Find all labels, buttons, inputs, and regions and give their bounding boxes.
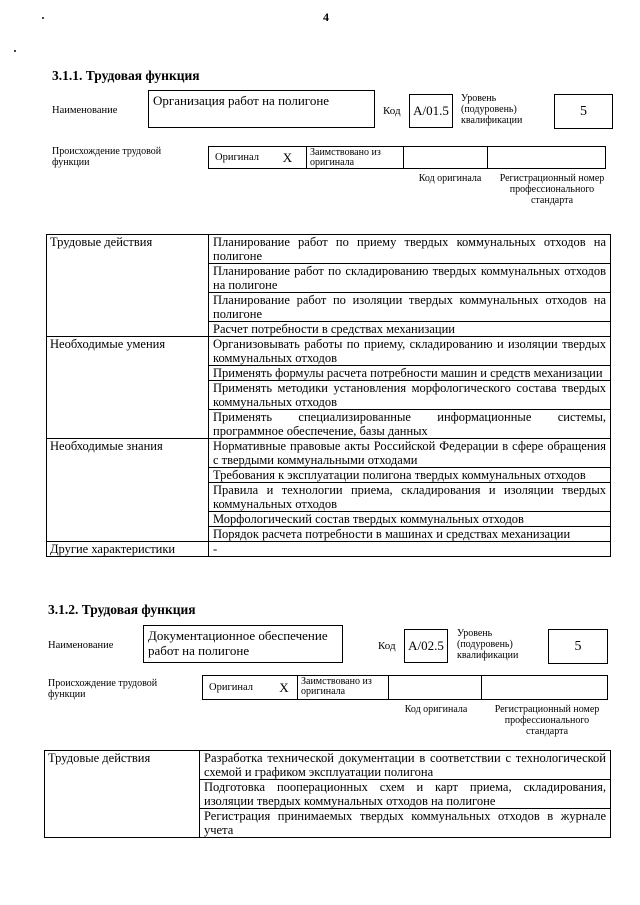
code-value: A/01.5 xyxy=(413,103,449,118)
original-mark: X xyxy=(269,147,307,168)
original-label: Оригинал xyxy=(209,682,253,693)
level-value-box xyxy=(554,94,613,129)
name-label: Наименование xyxy=(48,640,114,651)
name-value-box xyxy=(148,90,375,128)
table-cell: Регистрация принимаемых твердых коммунальных отходов в журнале учета xyxy=(200,809,611,838)
name-value: Организация работ на полигоне xyxy=(153,93,330,108)
table-cell: Планирование работ по складированию твердых коммунальных отходов на полигоне xyxy=(209,264,611,293)
level-value: 5 xyxy=(580,103,587,119)
origin-label: Происхождение трудовой функции xyxy=(52,146,162,168)
level-value-box xyxy=(548,629,608,664)
original-code-cell xyxy=(389,676,482,699)
scan-dot xyxy=(42,17,44,19)
borrowed-label: Заимствовано из оригинала xyxy=(307,147,404,168)
name-label: Наименование xyxy=(52,105,118,116)
name-value: Документационное обеспечение работ на полигоне xyxy=(148,628,328,658)
table-cell: Нормативные правовые акты Российской Федерации в сфере обращения с твердыми коммунальными отходами xyxy=(209,439,611,468)
original-label: Оригинал xyxy=(215,152,259,163)
table-row xyxy=(47,337,611,366)
original-code-caption: Код оригинала xyxy=(404,704,468,715)
origin-label: Происхождение трудовой функции xyxy=(48,678,158,700)
table-cell: - xyxy=(209,542,611,557)
section-heading: 3.1.1. Трудовая функция xyxy=(52,68,200,83)
table-cell: Подготовка пооперационных схем и карт приема, складирования, изоляции твердых коммунальных отходов на полигоне xyxy=(200,780,611,809)
table-cell: Применять специализированные информационные системы, программное обеспечение, базы данных xyxy=(209,410,611,439)
origin-table xyxy=(208,146,606,169)
row-label: Другие характеристики xyxy=(47,542,209,557)
table-cell: Морфологический состав твердых коммунальных отходов xyxy=(209,512,611,527)
row-label: Трудовые действия xyxy=(45,751,200,838)
table-row xyxy=(47,439,611,468)
reg-number-caption: Регистрационный номер профессионального стандарта xyxy=(494,704,600,737)
table-cell: Применять методики установления морфологического состава твердых коммунальных отходов xyxy=(209,381,611,410)
table-cell: Порядок расчета потребности в машинах и средствах механизации xyxy=(209,527,611,542)
section-heading: 3.1.2. Трудовая функция xyxy=(48,602,196,617)
name-value-box xyxy=(143,625,343,663)
code-label: Код xyxy=(383,105,401,117)
level-value: 5 xyxy=(574,638,582,654)
table-row xyxy=(47,235,611,264)
level-label: Уровень (подуровень) квалификации xyxy=(461,93,523,126)
code-value-box xyxy=(409,94,453,128)
code-value-box xyxy=(404,629,448,663)
reg-number-caption: Регистрационный номер профессионального стандарта xyxy=(499,173,605,206)
borrowed-label: Заимствовано из оригинала xyxy=(298,676,389,699)
original-code-cell xyxy=(404,147,488,168)
table-cell: Применять формулы расчета потребности машин и средств механизации xyxy=(209,366,611,381)
table-cell: Планирование работ по приему твердых коммунальных отходов на полигоне xyxy=(209,235,611,264)
table-cell: Расчет потребности в средствах механизации xyxy=(209,322,611,337)
row-label: Необходимые умения xyxy=(47,337,209,439)
scan-dot xyxy=(14,50,16,52)
function-table xyxy=(46,234,611,557)
function-table xyxy=(44,750,611,838)
reg-number-cell xyxy=(488,147,605,168)
table-cell: Организовывать работы по приему, складированию и изоляции твердых коммунальных отходов xyxy=(209,337,611,366)
original-mark: X xyxy=(271,676,298,699)
row-label: Трудовые действия xyxy=(47,235,209,337)
code-label: Код xyxy=(378,640,396,652)
table-cell: Разработка технической документации в соответствии с технологической схемой и графиком эксплуатации полигона xyxy=(200,751,611,780)
table-row xyxy=(47,542,611,557)
original-code-caption: Код оригинала xyxy=(418,173,482,184)
table-cell: Требования к эксплуатации полигона твердых коммунальных отходов xyxy=(209,468,611,483)
row-label: Необходимые знания xyxy=(47,439,209,542)
table-cell: Правила и технологии приема, складирования и изоляции твердых коммунальных отходов xyxy=(209,483,611,512)
code-value: A/02.5 xyxy=(408,638,444,653)
level-label: Уровень (подуровень) квалификации xyxy=(457,628,519,661)
origin-table xyxy=(202,675,608,700)
table-row xyxy=(45,751,611,780)
table-cell: Планирование работ по изоляции твердых коммунальных отходов на полигоне xyxy=(209,293,611,322)
reg-number-cell xyxy=(482,676,607,699)
page-number: 4 xyxy=(323,10,329,24)
